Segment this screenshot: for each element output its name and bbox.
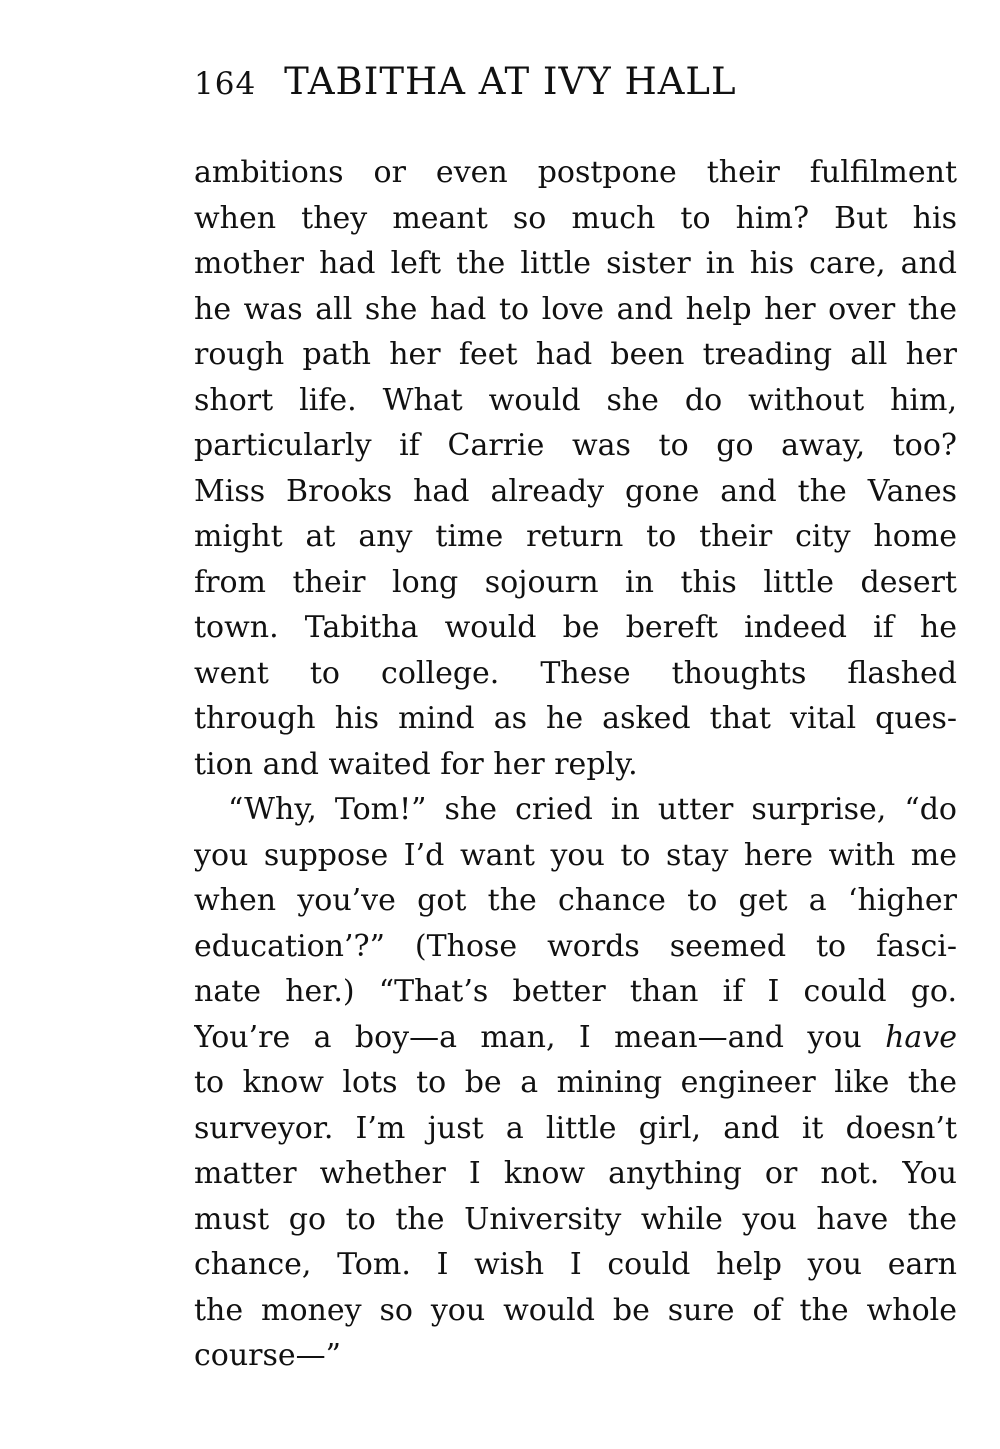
page-number: 164 [194, 66, 257, 102]
text-line: might at any time return to their city home [194, 519, 957, 554]
text-line: went to college. These thoughts flashed [194, 655, 957, 691]
text-line: town. Tabitha would be bereft indeed if he [194, 610, 957, 645]
text-line: matter whether I know anything or not. You [194, 1156, 957, 1191]
text-line: the money so you would be sure of the whole [194, 1292, 957, 1328]
text-line: when they meant so much to him? But his [194, 200, 957, 236]
text-line: surveyor. I’m just a little girl, and it doesn’t [194, 1110, 957, 1146]
text-line: when you’ve got the chance to get a ‘higher [194, 883, 957, 918]
text-line: “Why, Tom!” she cried in utter surprise, “do [228, 792, 957, 827]
text-line: rough path her feet had been treading all her [194, 337, 957, 372]
text-line: ambitions or even postpone their fulfilment [194, 155, 957, 190]
text-line: must go to the University while you have the [194, 1201, 957, 1237]
italic-word: have [885, 1019, 957, 1055]
text-line: education’?” (Those words seemed to fasci- [194, 928, 957, 964]
text-line: through his mind as he asked that vital ques- [194, 701, 957, 736]
text-line: Miss Brooks had already gone and the Vanes [194, 473, 957, 509]
text-line: nate her.) “That’s better than if I could go. [194, 974, 957, 1009]
text-line [194, 1015, 957, 1061]
text-line: particularly if Carrie was to go away, too? [194, 428, 957, 463]
book-title: TABITHA AT IVY HALL [284, 60, 737, 103]
text-segment: You’re a boy—a man, I mean—and you [194, 1019, 886, 1055]
text-line: to know lots to be a mining engineer like the [194, 1065, 957, 1100]
text-line: mother had left the little sister in his care, and [194, 246, 957, 281]
text-line: tion and waited for her reply. [194, 746, 638, 782]
body-text [194, 150, 957, 1379]
text-line: chance, Tom. I wish I could help you earn [194, 1247, 957, 1282]
text-line: you suppose I’d want you to stay here with me [194, 837, 957, 873]
text-line: short life. What would she do without him, [194, 382, 957, 418]
text-line: course—” [194, 1338, 342, 1373]
text-line: from their long sojourn in this little desert [194, 564, 957, 600]
running-head [194, 60, 894, 112]
text-line: he was all she had to love and help her over the [194, 291, 957, 327]
